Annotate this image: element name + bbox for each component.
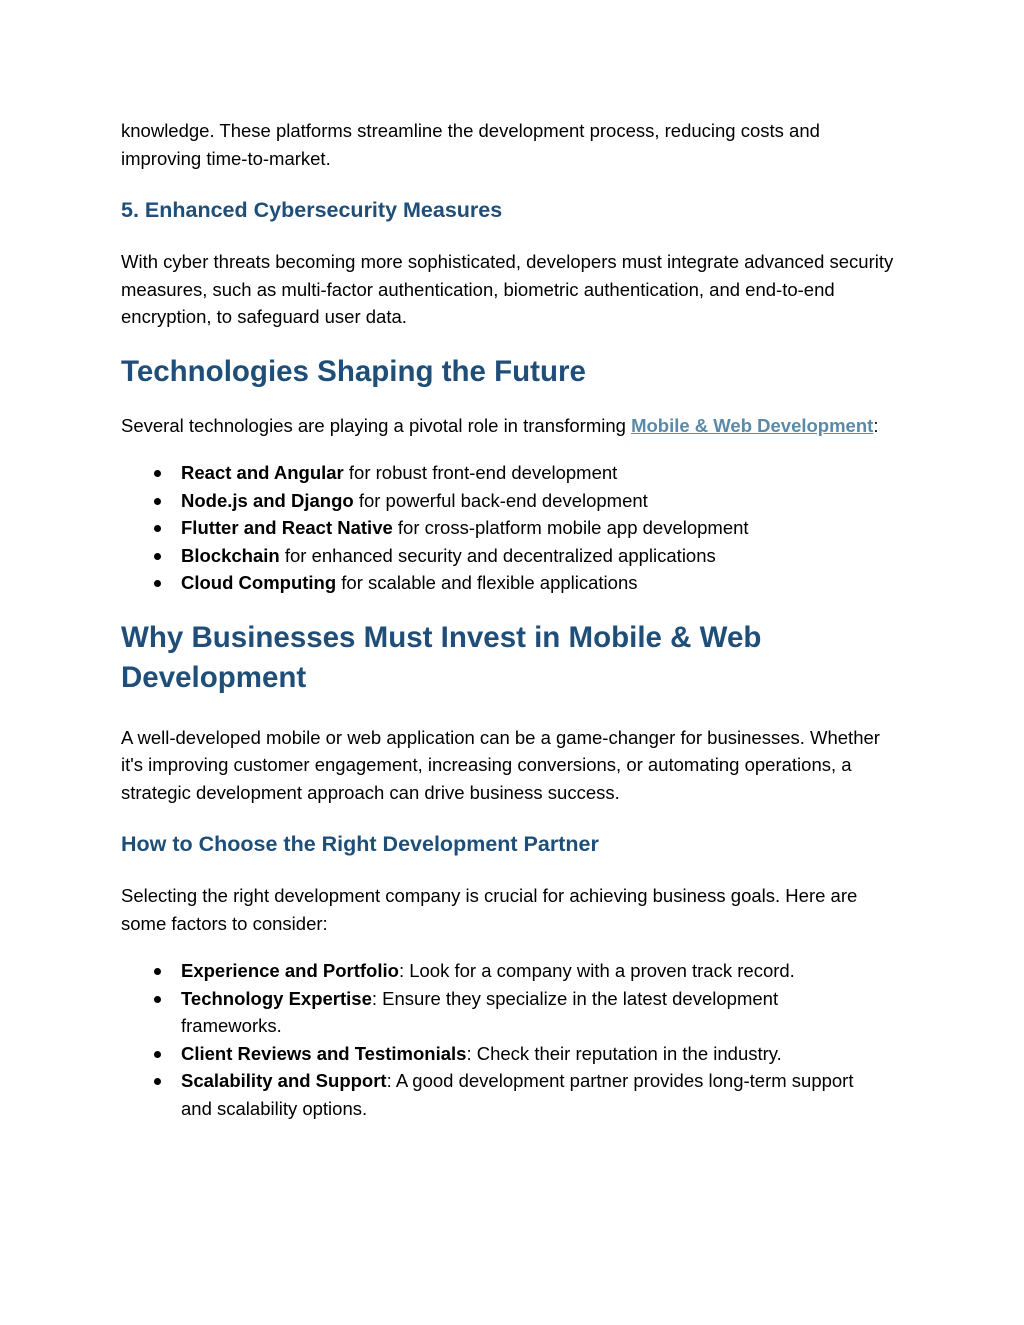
technologies-intro-text: Several technologies are playing a pivotal role in transforming (121, 414, 632, 436)
bullet-icon (154, 996, 161, 1003)
list-item-bold: Experience and Portfolio (181, 960, 399, 981)
list-item-text: : Look for a company with a proven track record. (398, 960, 795, 981)
list-item (181, 985, 881, 1040)
list-item-bold: Node.js and Django (181, 489, 354, 511)
list-item-bold: Flutter and React Native (181, 517, 393, 538)
bullet-icon (154, 470, 161, 477)
list-item-bold: Blockchain (181, 544, 280, 566)
list-item-text: : Check their reputation in the industry. (466, 1042, 782, 1064)
list-item-bold: Scalability and Support (181, 1070, 387, 1091)
list-item (181, 957, 881, 985)
why-invest-heading: Why Businesses Must Invest in Mobile & Web Development (121, 620, 762, 694)
bullet-icon (154, 525, 161, 532)
document-page (121, 117, 901, 1122)
list-item-text: : A good development partner provides long-term support and scalability options. (181, 1070, 854, 1119)
list-item (181, 1040, 881, 1068)
list-item (181, 542, 901, 570)
section5-heading: 5. Enhanced Cybersecurity Measures (121, 198, 503, 222)
list-item (181, 487, 901, 515)
mobile-web-development-link[interactable]: Mobile & Web Development (631, 414, 874, 436)
partner-heading: How to Choose the Right Development Partner (121, 832, 599, 856)
list-item-text: for enhanced security and decentralized applications (279, 544, 716, 566)
partner-body: Selecting the right development company is crucial for achieving business goals. Here are some factors to consider: (121, 885, 858, 934)
list-item (181, 459, 901, 487)
list-item-text: for powerful back-end development (353, 489, 648, 511)
list-item (181, 569, 901, 597)
list-item-text: : Ensure they specialize in the latest development frameworks. (181, 987, 779, 1036)
list-item-bold: Client Reviews and Testimonials (181, 1042, 467, 1064)
bullet-icon (154, 553, 161, 560)
partner-factors-list (121, 957, 881, 1122)
bullet-icon (154, 968, 161, 975)
bullet-icon (154, 580, 161, 587)
list-item-bold: React and Angular (181, 462, 344, 483)
list-item-bold: Cloud Computing (181, 572, 337, 593)
list-item-text: for cross-platform mobile app development (392, 517, 749, 538)
technologies-heading: Technologies Shaping the Future (121, 354, 586, 388)
section5-body: With cyber threats becoming more sophisticated, developers must integrate advanced security measures, such as multi-factor authentication, biometric authentication, and end-to-end encryption, to safeguard user data. (121, 251, 894, 327)
list-item-text: for robust front-end development (343, 462, 618, 483)
technologies-list (121, 459, 901, 597)
technologies-intro-suffix: : (873, 414, 879, 436)
bullet-icon (154, 1051, 161, 1058)
intro-paragraph: knowledge. These platforms streamline the development process, reducing costs and improving time-to-market. (121, 120, 820, 169)
list-item-bold: Technology Expertise (181, 987, 372, 1009)
technologies-intro (121, 412, 901, 440)
bullet-icon (154, 498, 161, 505)
list-item-text: for scalable and flexible applications (336, 572, 638, 593)
list-item (181, 514, 901, 542)
list-item (181, 1067, 881, 1122)
why-invest-body: A well-developed mobile or web application can be a game-changer for businesses. Whether it's improving customer engagement, increasing conversions, or automating operations, a strategic development approach can drive business success. (121, 726, 880, 803)
bullet-icon (154, 1078, 161, 1085)
